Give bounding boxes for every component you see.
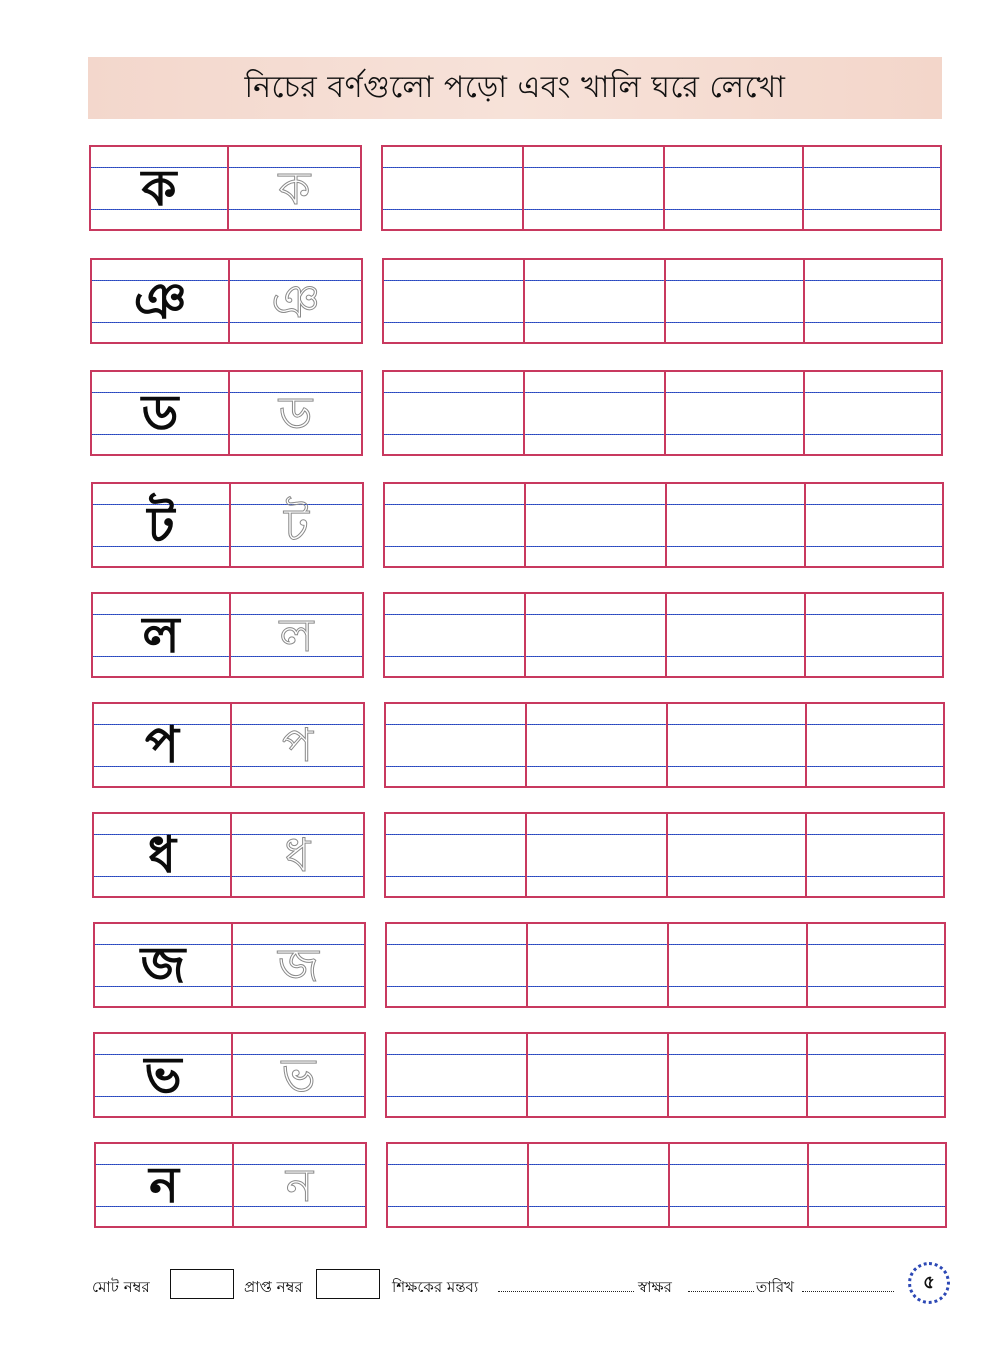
trace-letter-cell[interactable]	[231, 484, 362, 566]
letter-row	[0, 482, 1000, 572]
page-number: ৫	[923, 1271, 935, 1293]
writing-cell[interactable]	[526, 594, 667, 676]
letter-row	[0, 145, 1000, 235]
writing-cell[interactable]	[385, 594, 526, 676]
trace-letter-cell[interactable]	[230, 260, 361, 342]
writing-box	[384, 812, 945, 898]
writing-cell[interactable]	[529, 1144, 670, 1226]
model-letter-box	[93, 1032, 366, 1118]
trace-letter-cell[interactable]	[229, 147, 360, 229]
writing-box	[385, 922, 946, 1008]
model-letter: ট	[147, 496, 175, 554]
writing-cell[interactable]	[667, 594, 806, 676]
writing-cell[interactable]	[383, 147, 524, 229]
letter-row	[0, 258, 1000, 348]
model-letter: ড	[141, 384, 179, 442]
model-letter: জ	[140, 936, 186, 994]
model-letter-cell	[95, 924, 233, 1006]
writing-cell[interactable]	[805, 372, 941, 454]
writing-box	[384, 702, 945, 788]
model-letter-cell	[94, 704, 232, 786]
writing-box	[382, 370, 943, 456]
traced-letter: ন	[285, 1158, 314, 1212]
traced-letter: ভ	[281, 1048, 316, 1102]
writing-cell[interactable]	[806, 484, 942, 566]
writing-cell[interactable]	[524, 147, 665, 229]
model-letter: ক	[141, 159, 177, 217]
writing-cell[interactable]	[665, 147, 804, 229]
signature-line[interactable]	[688, 1291, 754, 1292]
obtained-marks-label: প্রাপ্ত নম্বর	[244, 1278, 303, 1296]
model-letter: ল	[142, 606, 180, 664]
model-letter: ধ	[147, 826, 177, 884]
writing-cell[interactable]	[669, 1034, 808, 1116]
model-letter-cell	[93, 594, 231, 676]
model-letter-box	[94, 1142, 367, 1228]
writing-cell[interactable]	[804, 147, 940, 229]
writing-cell[interactable]	[669, 924, 808, 1006]
traced-letter: ড	[278, 386, 313, 440]
writing-cell[interactable]	[807, 704, 943, 786]
writing-cell[interactable]	[387, 924, 528, 1006]
writing-box	[383, 482, 944, 568]
writing-box	[383, 592, 944, 678]
model-letter: ভ	[144, 1046, 182, 1104]
trace-letter-cell[interactable]	[231, 594, 362, 676]
writing-box	[385, 1032, 946, 1118]
model-letter-box	[93, 922, 366, 1008]
signature-label: স্বাক্ষর	[638, 1278, 672, 1296]
model-letter-cell	[92, 260, 230, 342]
traced-letter: জ	[277, 938, 320, 992]
trace-letter-cell[interactable]	[233, 1034, 364, 1116]
writing-cell[interactable]	[384, 372, 525, 454]
writing-cell[interactable]	[386, 704, 527, 786]
writing-cell[interactable]	[666, 260, 805, 342]
writing-cell[interactable]	[668, 704, 807, 786]
writing-box	[381, 145, 942, 231]
obtained-marks-box[interactable]	[316, 1269, 380, 1299]
letter-row	[0, 702, 1000, 792]
writing-cell[interactable]	[388, 1144, 529, 1226]
writing-cell[interactable]	[670, 1144, 809, 1226]
letter-row	[0, 1032, 1000, 1122]
page-title: নিচের বর্ণগুলো পড়ো এবং খালি ঘরে লেখো	[244, 69, 786, 105]
model-letter: ন	[149, 1156, 179, 1214]
traced-letter: ধ	[284, 828, 311, 882]
writing-cell[interactable]	[387, 1034, 528, 1116]
model-letter-cell	[94, 814, 232, 896]
writing-cell[interactable]	[807, 814, 943, 896]
writing-cell[interactable]	[806, 594, 942, 676]
page-number-badge	[908, 1262, 950, 1304]
writing-cell[interactable]	[386, 814, 527, 896]
model-letter-box	[92, 702, 365, 788]
model-letter-cell	[93, 484, 231, 566]
writing-cell[interactable]	[668, 814, 807, 896]
letter-row	[0, 1142, 1000, 1232]
writing-box	[382, 258, 943, 344]
letter-row	[0, 922, 1000, 1012]
trace-letter-cell[interactable]	[233, 924, 364, 1006]
writing-box	[386, 1142, 947, 1228]
letter-row	[0, 592, 1000, 682]
writing-cell[interactable]	[527, 704, 668, 786]
model-letter-cell	[91, 147, 229, 229]
traced-letter: প	[281, 718, 314, 772]
model-letter: ঞ	[133, 272, 187, 330]
model-letter-cell	[92, 372, 230, 454]
writing-cell[interactable]	[666, 372, 805, 454]
model-letter-box	[90, 370, 363, 456]
teacher-comment-label: শিক্ষকের মন্তব্য	[392, 1278, 479, 1296]
writing-cell[interactable]	[808, 1034, 944, 1116]
date-line[interactable]	[802, 1291, 894, 1292]
writing-cell[interactable]	[525, 372, 666, 454]
trace-letter-cell[interactable]	[232, 704, 363, 786]
writing-cell[interactable]	[526, 484, 667, 566]
model-letter-box	[89, 145, 362, 231]
letter-row	[0, 370, 1000, 460]
writing-cell[interactable]	[808, 924, 944, 1006]
traced-letter: ট	[283, 498, 310, 552]
model-letter-box	[91, 482, 364, 568]
model-letter-cell	[96, 1144, 234, 1226]
model-letter-box	[90, 258, 363, 344]
writing-cell[interactable]	[528, 924, 669, 1006]
model-letter: প	[145, 716, 179, 774]
teacher-comment-line[interactable]	[498, 1291, 634, 1292]
date-label: তারিখ	[756, 1278, 794, 1296]
traced-letter: ক	[278, 161, 311, 215]
footer	[92, 1266, 952, 1306]
traced-letter: ঞ	[271, 274, 320, 328]
writing-cell[interactable]	[809, 1144, 945, 1226]
letter-row	[0, 812, 1000, 902]
writing-cell[interactable]	[527, 814, 668, 896]
writing-cell[interactable]	[385, 484, 526, 566]
writing-cell[interactable]	[525, 260, 666, 342]
total-marks-box[interactable]	[170, 1269, 234, 1299]
writing-cell[interactable]	[528, 1034, 669, 1116]
writing-cell[interactable]	[384, 260, 525, 342]
model-letter-box	[92, 812, 365, 898]
writing-cell[interactable]	[805, 260, 941, 342]
total-marks-label: মোট নম্বর	[92, 1278, 150, 1296]
writing-cell[interactable]	[667, 484, 806, 566]
trace-letter-cell[interactable]	[234, 1144, 365, 1226]
trace-letter-cell[interactable]	[230, 372, 361, 454]
trace-letter-cell[interactable]	[232, 814, 363, 896]
model-letter-cell	[95, 1034, 233, 1116]
model-letter-box	[91, 592, 364, 678]
traced-letter: ল	[279, 608, 314, 662]
